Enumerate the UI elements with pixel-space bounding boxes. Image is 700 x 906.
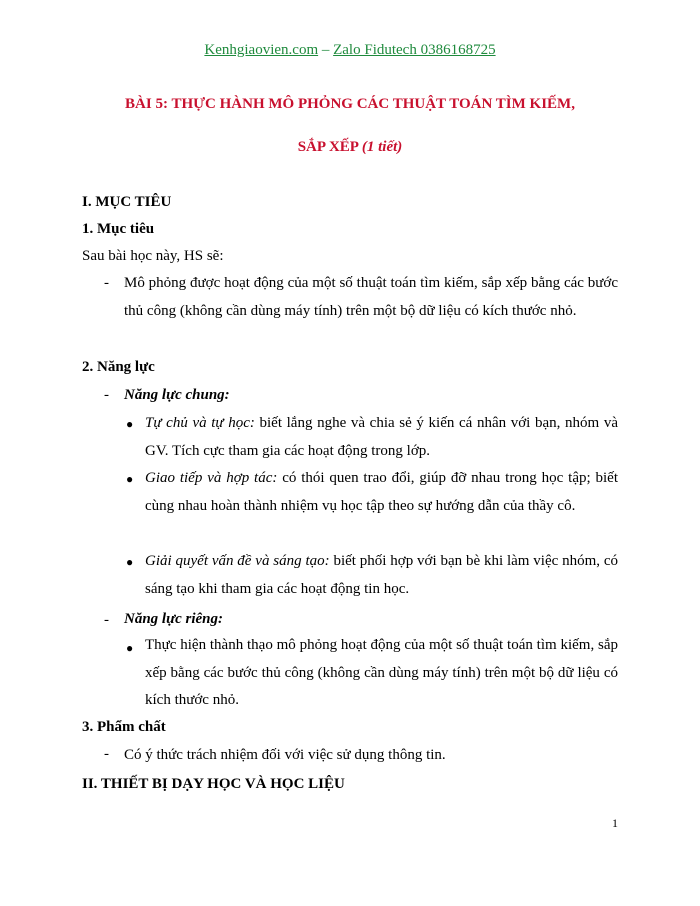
objective-item: Mô phỏng được hoạt động của một số thuật toán tìm kiếm, sắp xếp bằng các bước thủ công (không cần dùng máy tính) trên một bộ dữ liệu có kích thước nhỏ. — [124, 275, 618, 319]
competency-item — [145, 548, 618, 603]
specific-competency-item: Thực hiện thành thạo mô phỏng hoạt động của một số thuật toán tìm kiếm, sắp xếp bằng các bước thủ công (không cần dùng máy tính) trên một bộ dữ liệu có kích thước nhỏ. — [145, 637, 618, 708]
bullet-marker: ● — [126, 641, 134, 655]
page-header — [0, 42, 700, 59]
dash-marker: - — [104, 387, 109, 403]
general-competency-label: Năng lực chung: — [124, 387, 230, 403]
competency-item — [145, 410, 618, 465]
competency-label: Giao tiếp và hợp tác: — [145, 470, 278, 486]
section-1-heading: I. MỤC TIÊU — [82, 194, 172, 210]
bullet-marker: ● — [126, 472, 134, 486]
competency-label: Tự chủ và tự học: — [145, 415, 255, 431]
site-link[interactable]: Kenhgiaovien.com — [204, 42, 319, 58]
contact-link[interactable]: Zalo Fidutech 0386168725 — [333, 42, 496, 58]
page-number: 1 — [612, 816, 618, 830]
competency-text: biết lắng nghe và chia sẻ ý kiến cá nhân với bạn, nhóm và GV. Tích cực tham gia các hoạt động trong lớp. — [145, 415, 618, 459]
lesson-title-line-2 — [60, 139, 640, 156]
subsection-1-heading: 1. Mục tiêu — [82, 221, 155, 237]
quality-item: Có ý thức trách nhiệm đối với việc sử dụng thông tin. — [124, 747, 446, 763]
competency-text: có thói quen trao đổi, giúp đỡ nhau trong học tập; biết cùng nhau hoàn thành nhiệm vụ học tập theo sự hướng dẫn của thầy cô. — [145, 470, 618, 514]
lesson-title-line-1: BÀI 5: THỰC HÀNH MÔ PHỎNG CÁC THUẬT TOÁN TÌM KIẾM, — [125, 96, 575, 112]
lesson-title-main: SẮP XẾP — [297, 139, 362, 155]
section-2-heading: II. THIẾT BỊ DẠY HỌC VÀ HỌC LIỆU — [82, 776, 345, 792]
competency-text: biết phối hợp với bạn bè khi làm việc nhóm, có sáng tạo khi tham gia các hoạt động tin học. — [145, 553, 619, 597]
header-separator: – — [318, 42, 334, 58]
competency-label: Giải quyết vấn đề và sáng tạo: — [145, 553, 330, 569]
bullet-marker: ● — [126, 555, 134, 569]
lesson-duration: (1 tiết) — [361, 139, 403, 155]
bullet-marker: ● — [126, 417, 134, 431]
competency-item — [145, 465, 618, 520]
dash-marker: - — [104, 746, 109, 762]
specific-competency-label: Năng lực riêng: — [124, 611, 223, 627]
intro-text: Sau bài học này, HS sẽ: — [82, 248, 224, 264]
subsection-3-heading: 3. Phẩm chất — [82, 719, 166, 735]
dash-marker: - — [104, 612, 109, 628]
dash-marker: - — [104, 275, 109, 291]
subsection-2-heading: 2. Năng lực — [82, 359, 155, 375]
